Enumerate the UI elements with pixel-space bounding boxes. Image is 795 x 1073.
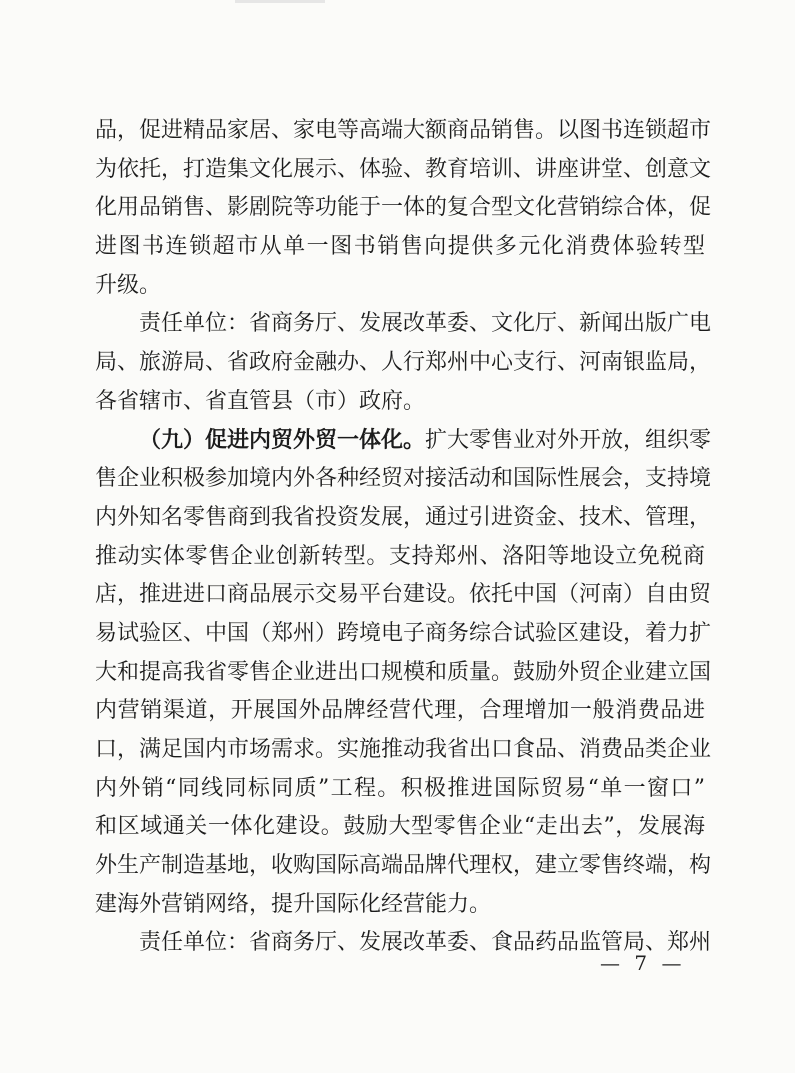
text-line: 店，推进进口商品展示交易平台建设。依托中国（河南）自由贸 [95, 582, 712, 608]
text-line: 升级。 [95, 272, 162, 298]
scan-artifact [235, 0, 325, 3]
text-line: 为依托，打造集文化展示、体验、教育培训、讲座讲堂、创意文 [95, 156, 712, 182]
document-body [95, 112, 712, 963]
text-line: 局、旅游局、省政府金融办、人行郑州中心支行、河南银监局， [95, 350, 712, 376]
section-heading: （九）促进内贸外贸一体化。 [139, 427, 426, 453]
text-line: 责任单位：省商务厅、发展改革委、食品药品监管局、郑州 [139, 930, 712, 956]
text-line: 大和提高我省零售企业进出口规模和质量。鼓励外贸企业建立国 [95, 659, 712, 685]
text-line: 和区域通关一体化建设。鼓励大型零售企业“走出去”，发展海 [95, 814, 705, 840]
text-line: 推动实体零售企业创新转型。支持郑州、洛阳等地设立免税商 [95, 543, 705, 569]
text-line: 建海外营销网络，提升国际化经营能力。 [95, 891, 492, 917]
text-segment: 扩大零售业对外开放，组织零 [425, 427, 712, 453]
text-line: 内外知名零售商到我省投资发展，通过引进资金、技术、管理， [95, 504, 712, 530]
text-line: 售企业积极参加境内外各种经贸对接活动和国际性展会，支持境 [95, 466, 712, 492]
section-heading-line [95, 422, 712, 461]
text-line: 内外销“同线同标同质”工程。积极推进国际贸易“单一窗口” [95, 775, 705, 801]
text-line: 责任单位：省商务厅、发展改革委、文化厅、新闻出版广电 [139, 311, 712, 337]
text-line: 外生产制造基地，收购国际高端品牌代理权，建立零售终端，构 [95, 853, 712, 879]
text-line: 品，促进精品家居、家电等高端大额商品销售。以图书连锁超市 [95, 118, 712, 143]
text-line: 易试验区、中国（郑州）跨境电子商务综合试验区建设，着力扩 [95, 620, 712, 646]
text-line: 各省辖市、省直管县（市）政府。 [95, 388, 426, 414]
page-number: — 7 — [600, 951, 686, 975]
text-line: 化用品销售、影剧院等功能于一体的复合型文化营销综合体，促 [95, 195, 712, 221]
text-line: 口，满足国内市场需求。实施推动我省出口食品、消费品类企业 [95, 737, 712, 762]
text-line: 内营销渠道，开展国外品牌经营代理，合理增加一般消费品进 [95, 698, 705, 724]
text-line: 进图书连锁超市从单一图书销售向提供多元化消费体验转型 [95, 234, 705, 260]
